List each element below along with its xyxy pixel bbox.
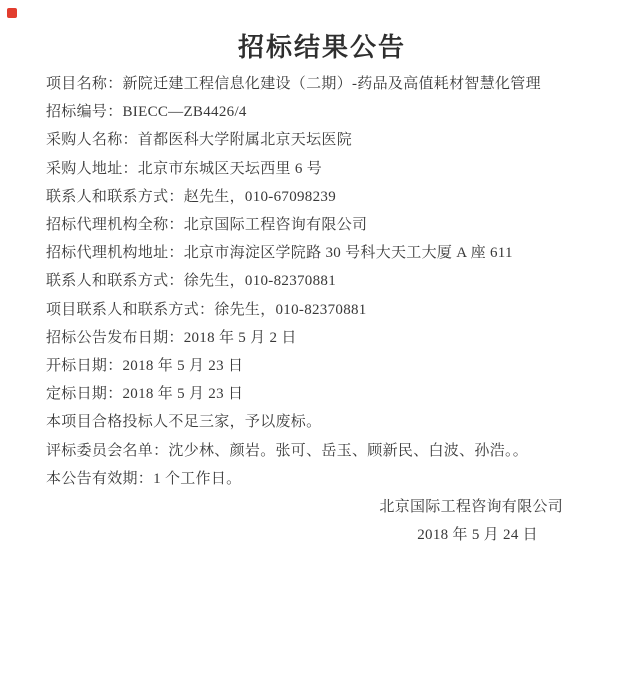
field-agency-name: 招标代理机构全称：北京国际工程咨询有限公司 [46, 217, 368, 234]
field-agency-contact: 联系人和联系方式：徐先生，010-82370881 [46, 273, 336, 290]
field-project-contact: 项目联系人和联系方式：徐先生，010-82370881 [46, 301, 367, 318]
field-announcement-date: 招标公告发布日期：2018 年 5 月 2 日 [46, 329, 297, 346]
field-purchaser-name: 采购人名称：首都医科大学附属北京天坛医院 [46, 132, 353, 149]
announcement-body [0, 63, 644, 549]
field-award-date: 定标日期：2018 年 5 月 23 日 [46, 386, 244, 403]
signature-date: 2018 年 5 月 24 日 [417, 527, 538, 544]
notice-validity-period: 本公告有效期：1 个工作日。 [46, 470, 242, 487]
signature-company: 北京国际工程咨询有限公司 [379, 499, 563, 516]
red-corner-marker [7, 8, 17, 18]
field-agency-address: 招标代理机构地址：北京市海淀区学院路 30 号科大天工大厦 A 座 611 [46, 245, 513, 262]
field-bid-opening-date: 开标日期：2018 年 5 月 23 日 [46, 358, 244, 375]
field-project-name: 项目名称：新院迁建工程信息化建设（二期）-药品及高值耗材智慧化管理 [46, 76, 541, 92]
field-purchaser-address: 采购人地址：北京市东城区天坛西里 6 号 [46, 160, 323, 177]
page-title: 招标结果公告 [237, 33, 406, 62]
field-purchaser-contact: 联系人和联系方式：赵先生，010-67098239 [46, 188, 336, 205]
notice-evaluation-committee: 评标委员会名单：沈少林、颜岩。张可、岳玉、顾新民、白波、孙浩。。 [46, 442, 529, 459]
notice-invalid-bid: 本项目合格投标人不足三家，予以废标。 [46, 414, 322, 431]
field-bid-number: 招标编号：BIECC—ZB4426/4 [46, 104, 247, 121]
